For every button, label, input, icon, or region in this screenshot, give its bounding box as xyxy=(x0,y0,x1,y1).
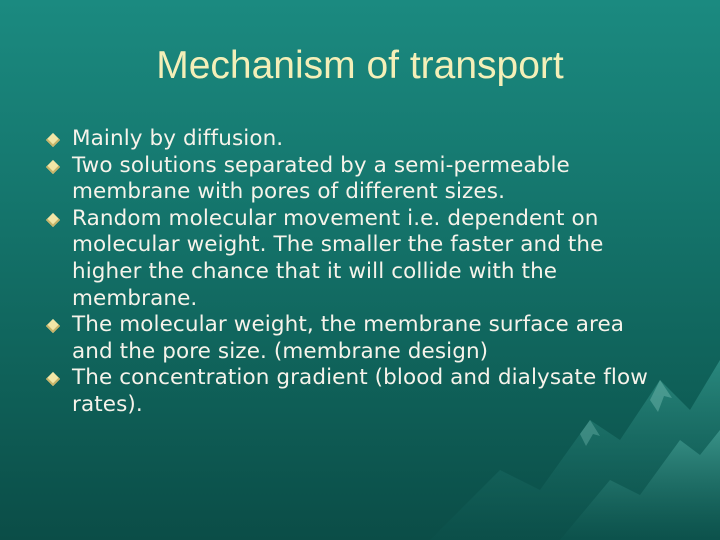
bullet-text: Random molecular movement i.e. dependent on molecular weight. The smaller the faster and the higher the chance that it will collide with the membrane. xyxy=(72,205,604,311)
bullet-list xyxy=(72,126,662,419)
bullet-item xyxy=(72,365,662,418)
bullet-text: The concentration gradient (blood and dialysate flow rates). xyxy=(72,365,648,417)
slide-title: Mechanism of transport xyxy=(156,44,564,87)
bullet-item xyxy=(72,206,662,312)
bullet-text: Two solutions separated by a semi-permeable membrane with pores of different sizes. xyxy=(72,152,570,205)
bullet-item xyxy=(72,153,662,206)
bullet-text: The molecular weight, the membrane surface area and the pore size. (membrane design) xyxy=(72,312,625,364)
bullet-text: Mainly by diffusion. xyxy=(72,126,284,151)
bullet-item xyxy=(72,312,662,365)
bullet-item xyxy=(72,126,662,153)
